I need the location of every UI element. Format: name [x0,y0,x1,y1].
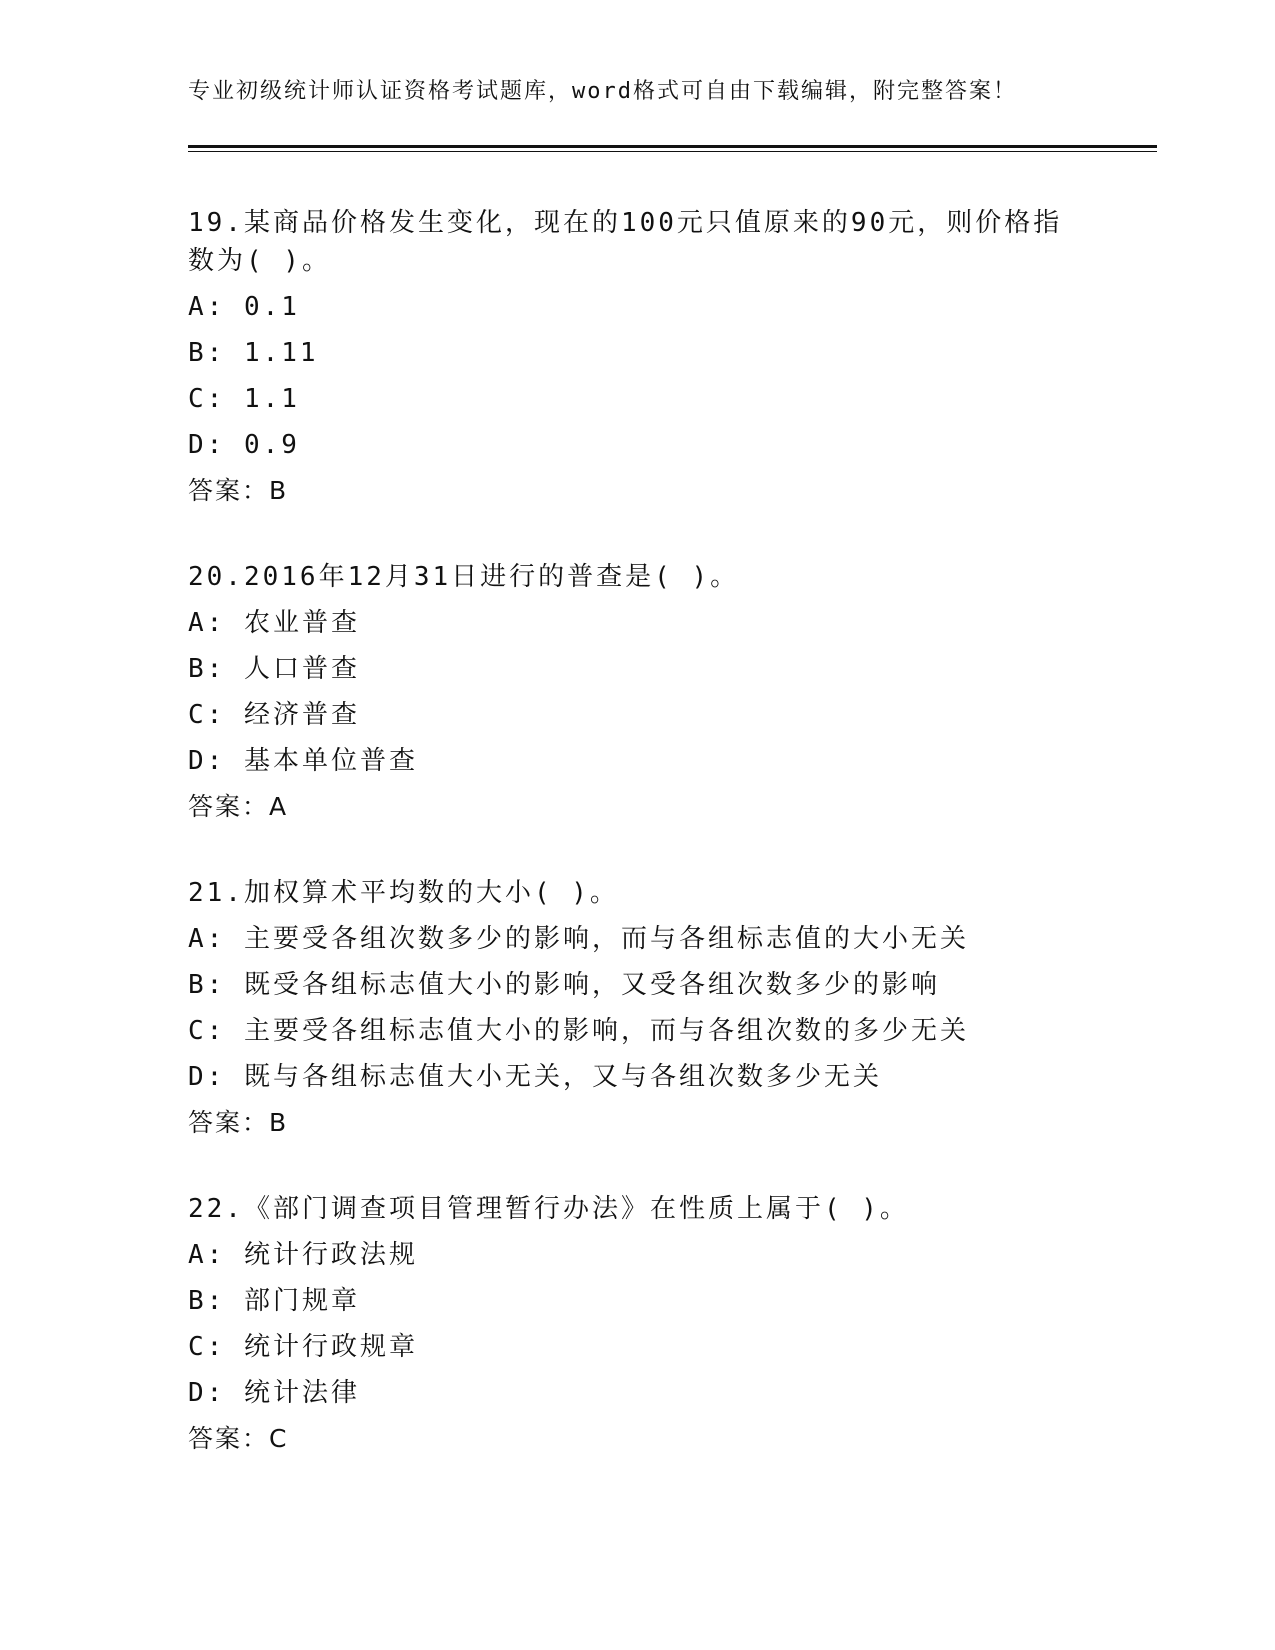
header-rule-thick [188,145,1157,148]
option-a: A: 0.1 [188,292,300,322]
question-21 [188,874,1068,1146]
option-b: B: 人口普查 [188,654,360,684]
question-stem: 22.《部门调查项目管理暂行办法》在性质上属于( )。 [188,1194,909,1224]
option-b: B: 既受各组标志值大小的影响，又受各组次数多少的影响 [188,970,940,1000]
question-stem: 19.某商品价格发生变化，现在的100元只值原来的90元，则价格指数为( )。 [188,208,1063,276]
question-19 [188,204,1068,514]
option-b: B: 部门规章 [188,1286,360,1316]
option-a: A: 统计行政法规 [188,1240,418,1270]
question-stem: 21.加权算术平均数的大小( )。 [188,878,619,908]
option-d: D: 基本单位普查 [188,746,418,776]
header-rule-thin [188,151,1157,152]
option-d: D: 统计法律 [188,1378,360,1408]
option-c: C: 主要受各组标志值大小的影响，而与各组次数的多少无关 [188,1016,969,1046]
question-list [188,204,1068,1506]
option-a: A: 农业普查 [188,608,360,638]
option-a: A: 主要受各组次数多少的影响，而与各组标志值的大小无关 [188,924,969,954]
answer-label: 答案：B [188,476,289,505]
page-header: 专业初级统计师认证资格考试题库，word格式可自由下载编辑，附完整答案！ [188,79,1017,104]
answer-label: 答案：B [188,1108,289,1137]
option-b: B: 1.11 [188,338,319,368]
question-stem: 20.2016年12月31日进行的普查是( )。 [188,562,740,592]
option-c: C: 1.1 [188,384,300,414]
answer-label: 答案：A [188,792,289,821]
option-c: C: 统计行政规章 [188,1332,418,1362]
option-d: D: 0.9 [188,430,300,460]
option-d: D: 既与各组标志值大小无关，又与各组次数多少无关 [188,1062,882,1092]
option-c: C: 经济普查 [188,700,360,730]
question-20 [188,558,1068,830]
answer-label: 答案：C [188,1424,289,1453]
question-22 [188,1190,1068,1462]
